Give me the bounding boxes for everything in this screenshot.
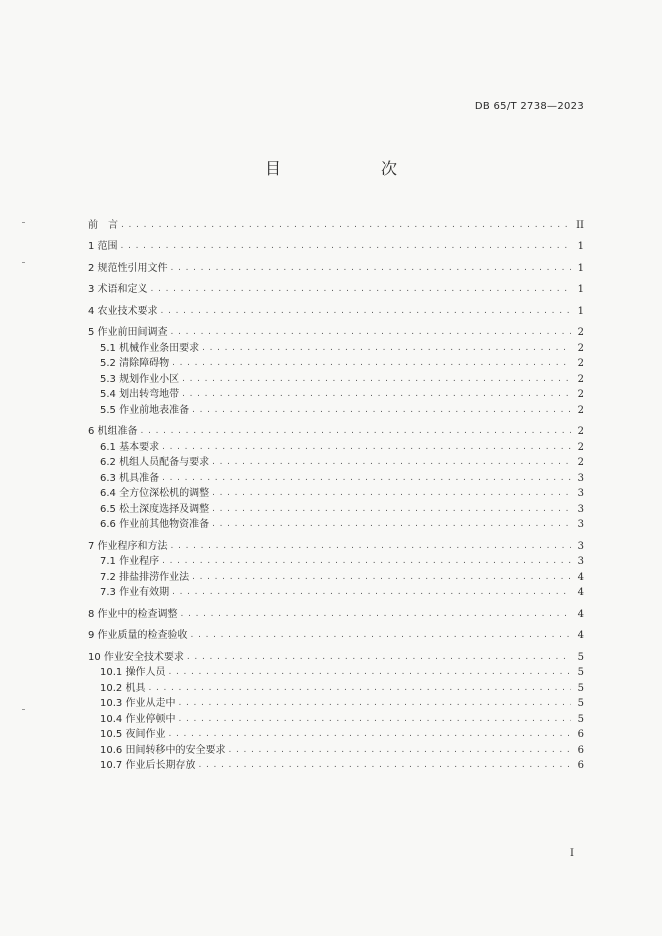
toc-page-number: 2	[577, 327, 584, 338]
toc-entry[interactable]	[88, 280, 584, 296]
toc-entry-label: 10 作业安全技术要求	[88, 651, 184, 663]
toc-entry-label: 7.2 排盐排涝作业法	[100, 571, 190, 583]
toc-page-number: 4	[577, 630, 584, 641]
toc-leader-dots	[178, 714, 571, 724]
toc-entry-label: 5.3 规划作业小区	[100, 373, 180, 385]
toc-page-number: 2	[577, 389, 584, 400]
toc-page-number: 3	[577, 472, 584, 484]
toc-entry-label: 9 作业质量的检查验收	[88, 630, 188, 641]
toc-leader-dots	[182, 374, 571, 384]
toc-leader-dots	[212, 488, 571, 498]
toc-subentry[interactable]	[88, 453, 584, 469]
toc-entry-label: 7.3 作业有效期	[100, 587, 170, 598]
toc-subentry[interactable]	[88, 499, 584, 515]
toc-subentry[interactable]	[88, 369, 584, 385]
toc-entry[interactable]	[88, 258, 584, 274]
toc-subentry[interactable]	[88, 552, 584, 568]
toc-leader-dots	[212, 504, 571, 514]
toc-entry[interactable]	[88, 215, 584, 231]
toc-entry[interactable]	[88, 301, 584, 317]
toc-leader-dots	[192, 405, 571, 415]
toc-leader-dots	[172, 587, 571, 597]
toc-leader-dots	[171, 327, 571, 337]
toc-page-number: II	[576, 219, 584, 231]
toc-subentry[interactable]	[88, 756, 584, 772]
toc-subentry[interactable]	[88, 663, 584, 679]
toc-entry-label: 5.5 作业前地表准备	[100, 404, 190, 416]
toc-subentry[interactable]	[88, 725, 584, 741]
toc-leader-dots	[181, 609, 571, 619]
toc-entry-label: 5.1 机械作业条田要求	[100, 342, 200, 354]
toc-page-number: 3	[577, 488, 584, 499]
toc-leader-dots	[161, 306, 571, 316]
toc-entry-label: 10.5 夜间作业	[100, 729, 166, 740]
toc-leader-dots	[228, 745, 571, 755]
toc-entry-label: 6 机组准备	[88, 426, 138, 437]
toc-entry-label: 5.2 清除障碍物	[100, 358, 170, 369]
toc-entry-label: 10.1 操作人员	[100, 667, 166, 678]
toc-entry[interactable]	[88, 422, 584, 438]
toc-entry-label: 6.5 松土深度选择及调整	[100, 503, 210, 515]
toc-page-number: 1	[577, 262, 584, 274]
toc-entry-label: 2 规范性引用文件	[88, 262, 168, 274]
toc-entry-label: 10.7 作业后长期存放	[100, 760, 196, 771]
toc-leader-dots	[202, 343, 571, 353]
toc-entry[interactable]	[88, 323, 584, 339]
toc-subentry[interactable]	[88, 468, 584, 484]
toc-leader-dots	[172, 358, 571, 368]
toc-leader-dots	[187, 652, 571, 662]
toc-entry-label: 3 术语和定义	[88, 284, 148, 295]
toc-subentry[interactable]	[88, 694, 584, 710]
toc-leader-dots	[212, 519, 571, 529]
toc-leader-dots	[191, 630, 571, 640]
toc-entry-label: 10.6 田间转移中的安全要求	[100, 744, 226, 756]
toc-subentry[interactable]	[88, 583, 584, 599]
toc-leader-dots	[162, 442, 571, 452]
toc-leader-dots	[171, 541, 571, 551]
toc-page-number: 4	[577, 587, 584, 598]
toc-leader-dots	[121, 220, 571, 230]
toc-entry-label: 6.1 基本要求	[100, 441, 160, 453]
toc-leader-dots	[151, 284, 571, 294]
toc-entry[interactable]	[88, 626, 584, 642]
toc-page-number: 2	[577, 441, 584, 453]
toc-entry[interactable]	[88, 536, 584, 552]
toc-subentry[interactable]	[88, 484, 584, 500]
toc-page-number: 2	[577, 457, 584, 468]
toc-page-number: 5	[577, 667, 584, 678]
toc-entry-label: 6.3 机具准备	[100, 472, 160, 484]
toc-leader-dots	[198, 760, 571, 770]
toc-entry-label: 10.2 机具	[100, 682, 146, 694]
toc-subentry[interactable]	[88, 400, 584, 416]
toc-subentry[interactable]	[88, 338, 584, 354]
toc-subentry[interactable]	[88, 437, 584, 453]
toc-page-number: 3	[577, 503, 584, 515]
footer-page-number: I	[570, 848, 574, 859]
toc-entry-label: 7.1 作业程序	[100, 556, 160, 567]
toc-entry[interactable]	[88, 647, 584, 663]
toc-page-number: 2	[577, 358, 584, 369]
toc-entry-label: 7 作业程序和方法	[88, 540, 168, 552]
toc-page-number: 5	[577, 682, 584, 694]
toc-leader-dots	[178, 698, 571, 708]
toc-leader-dots	[212, 457, 571, 467]
table-of-contents	[88, 215, 584, 771]
toc-entry-label: 10.4 作业停顿中	[100, 713, 176, 725]
toc-subentry[interactable]	[88, 354, 584, 370]
toc-page-number: 5	[577, 713, 584, 725]
toc-page-number: 3	[577, 519, 584, 530]
toc-entry-label: 6.4 全方位深松机的调整	[100, 488, 210, 499]
toc-leader-dots	[192, 572, 571, 582]
toc-subentry[interactable]	[88, 567, 584, 583]
toc-entry-label: 10.3 作业从走中	[100, 698, 176, 709]
toc-entry[interactable]	[88, 604, 584, 620]
toc-page-number: 1	[577, 241, 584, 252]
toc-leader-dots	[168, 729, 571, 739]
scan-mark	[22, 222, 25, 223]
toc-entry-label: 8 作业中的检查调整	[88, 608, 178, 620]
standard-code: DB 65/T 2738—2023	[474, 101, 584, 112]
toc-entry[interactable]	[88, 237, 584, 253]
toc-page-number: 1	[577, 284, 584, 295]
toc-page-number: 3	[577, 540, 584, 552]
toc-subentry[interactable]	[88, 515, 584, 531]
toc-page-number: 2	[577, 404, 584, 416]
toc-leader-dots	[162, 556, 571, 566]
page-title: 目 次	[264, 159, 439, 178]
toc-page-number: 2	[577, 426, 584, 437]
toc-leader-dots	[168, 667, 571, 677]
toc-leader-dots	[121, 241, 571, 251]
toc-subentry[interactable]	[88, 709, 584, 725]
toc-entry-label: 4 农业技术要求	[88, 305, 158, 317]
toc-entry-label: 5.4 划出转弯地带	[100, 389, 180, 400]
scan-mark	[22, 709, 25, 710]
toc-leader-dots	[171, 263, 571, 273]
toc-leader-dots	[148, 683, 571, 693]
toc-leader-dots	[162, 473, 571, 483]
toc-subentry[interactable]	[88, 385, 584, 401]
toc-page-number: 4	[577, 608, 584, 620]
toc-subentry[interactable]	[88, 740, 584, 756]
toc-page-number: 6	[577, 729, 584, 740]
toc-page-number: 1	[577, 305, 584, 317]
toc-entry-label: 前 言	[88, 219, 118, 231]
toc-entry-label: 6.6 作业前其他物资准备	[100, 519, 210, 530]
scan-mark	[22, 262, 25, 263]
toc-entry-label: 1 范围	[88, 241, 118, 252]
toc-entry-label: 6.2 机组人员配备与要求	[100, 457, 210, 468]
toc-page-number: 5	[577, 698, 584, 709]
toc-leader-dots	[182, 389, 571, 399]
toc-page-number: 2	[577, 373, 584, 385]
toc-page-number: 3	[577, 556, 584, 567]
toc-page-number: 6	[577, 744, 584, 756]
toc-subentry[interactable]	[88, 678, 584, 694]
toc-page-number: 6	[577, 760, 584, 771]
toc-entry-label: 5 作业前田间调查	[88, 327, 168, 338]
toc-leader-dots	[141, 426, 571, 436]
toc-page-number: 5	[577, 651, 584, 663]
toc-page-number: 4	[577, 571, 584, 583]
toc-page-number: 2	[577, 342, 584, 354]
